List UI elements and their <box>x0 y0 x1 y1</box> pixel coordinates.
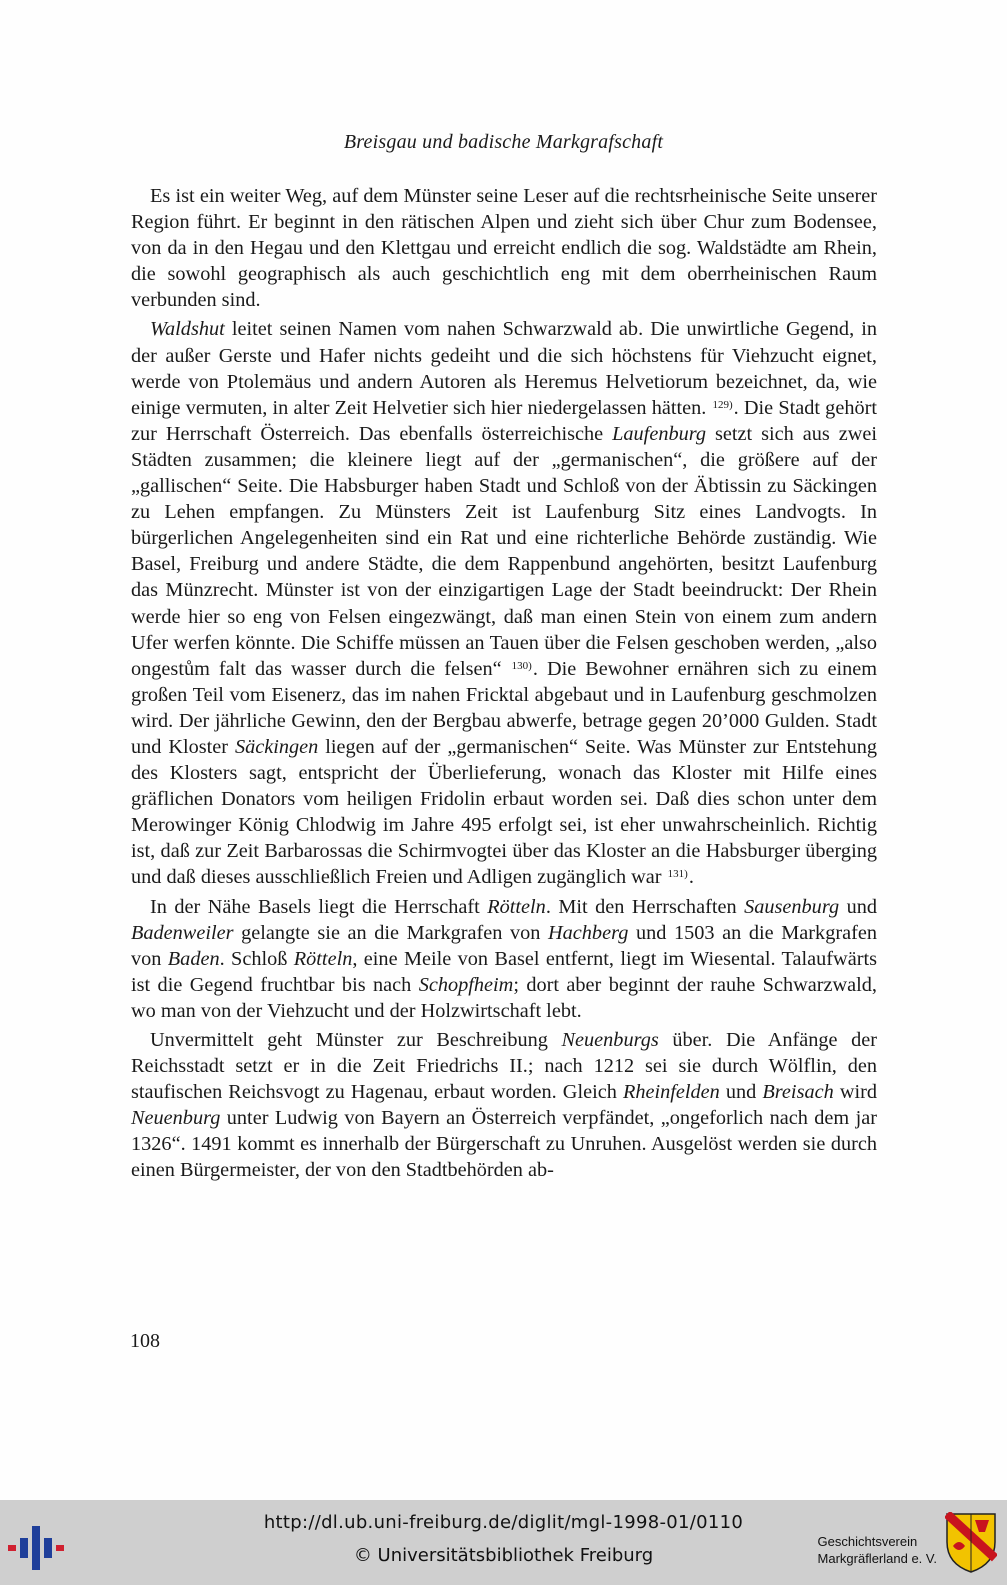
footnote-ref-131[interactable]: 131) <box>667 868 688 881</box>
publisher-name: Geschichtsverein Markgräflerland e. V. <box>817 1534 937 1566</box>
copyright-notice: © Universitätsbibliothek Freiburg <box>353 1545 654 1566</box>
paragraph-2: Waldshut leitet seinen Namen vom nahen Schwarzwald ab. Die unwirtliche Gegend, in der außer Gerste und Hafer nichts gedeiht und die sich höchstens für Viehzucht eignet, werde von Ptolemäus und andern Autoren als Heremus Helvetiorum bezeichnet, da, wie einige vermuten, in alter Zeit Helvetier sich hier niedergelassen hätten. $^{129)}$. Die Stadt gehört zur Herrschaft Österreich. Das ebenfalls österreichische Laufenburg setzt sich aus zwei Städten zusammen; die kleinere liegt auf der „germanischen“, die größere auf der „gallischen“ Seite. Die Habsburger haben Stadt und Schloß von der Äbtissin zu Säckingen zu Lehen empfangen. Zu Münsters Zeit ist Laufenburg Sitz eines Landvogts. In bürgerlichen Angelegenheiten sind ein Rat und eine richterliche Behörde zuständig. Wie Basel, Freiburg und andere Städte, die dem Rappenbund angehörten, besitzt Laufenburg das Münzrecht. Münster ist von der einzigartigen Lage der Stadt beeindruckt: Der Rhein werde hier so eng von Felsen eingezwängt, daß man einen Stein von einem zum andern Ufer werfen könnte. Die Schiffe müssen an Tauen über die Felsen geschoben werden, „also ongestům falt das wasser durch die felsen“ $^{130)}$. Die Bewohner ernähren sich zu einem großen Teil vom Eisenerz, das im nahen Fricktal abgebaut und in Laufenburg geschmolzen wird. Der jährliche Gewinn, den der Bergbau abwerfe, betrage gegen 20’000 Gulden. Stadt und Kloster Säckingen liegen auf der „germanischen“ Seite. Was Münster zur Entstehung des Klosters sagt, entspricht der Überlieferung, wonach das Kloster mit Hilfe eines gräflichen Donators vom heiligen Fridolin erbaut worden sei. Daß dies schon unter dem Merowinger König Chlodwig im Jahre 495 erfolgt sei, ist eher unwahrscheinlich. Richtig ist, daß zur Zeit Barbarossas die Schirmvogtei über das Kloster an die Habsburger überging und daß dieses ausschließlich Freien und Adligen zugänglich war $^{131)}$. <box>131 318 878 889</box>
place-name: Neuenburgs <box>561 1029 659 1051</box>
place-name: Baden <box>167 947 220 970</box>
place-name: Rötteln <box>487 895 546 918</box>
place-name: Rheinfelden <box>622 1081 720 1104</box>
running-head: Breisgau und badische Markgrafschaft <box>343 131 664 153</box>
page-number: 108 <box>130 1330 160 1352</box>
footnote-ref-129[interactable]: 129) <box>712 398 733 411</box>
coat-of-arms-icon <box>945 1512 997 1574</box>
paragraph-1: Es ist ein weiter Weg, auf dem Münster seine Leser auf die rechtsrheinische Seite unserer Region führt. Er beginnt in den rätischen Alpen und zieht sich über Chur zum Bodensee, von da in den Hegau und den Klettgau und erreicht endlich die sog. Waldstädte am Rhein, die sowohl geographisch als auch geschichtlich eng mit dem oberrheinischen Raum verbunden sind. <box>131 185 877 312</box>
paragraph-4: Unvermittelt geht Münster zur Beschreibung Neuenburgs über. Die Anfänge der Reichsstadt setzt er in die Zeit Friedrichs II.; nach 1212 sei sie durch Wölflin, den staufischen Reichsvogt zu Hagenau, erbaut worden. Gleich Rheinfelden und Breisach wird Neuenburg unter Ludwig von Bayern an Österreich verpfändet, „ongeforlich nach dem jar 1326“. 1491 kommt es innerhalb der Bürgerschaft zu Unruhen. Ausgelöst werden sie durch einen Bürgermeister, der von den Stadtbehörden ab- <box>131 1029 878 1182</box>
place-name: Badenweiler <box>131 921 234 944</box>
place-name: Säckingen <box>234 735 319 758</box>
place-name: Rötteln <box>293 947 353 970</box>
body-text <box>131 183 877 1187</box>
paragraph-3: In der Nähe Basels liegt die Herrschaft Rötteln. Mit den Herrschaften Sausenburg und Badenweiler gelangte sie an die Markgrafen von Hachberg und 1503 an die Markgrafen von Baden. Schloß Rötteln, eine Meile von Basel entfernt, liegt im Wiesental. Talaufwärts ist die Gegend fruchtbar bis nach Schopfheim; dort aber beginnt der rauhe Schwarzwald, wo man von der Viehzucht und der Holzwirtschaft lebt. <box>131 895 877 1022</box>
place-name: Hachberg <box>548 921 629 944</box>
place-name: Laufenburg <box>612 422 707 445</box>
place-name: Sausenburg <box>744 895 840 918</box>
place-name: Neuenburg <box>131 1107 221 1130</box>
viewer-footer <box>0 1500 1007 1585</box>
place-name: Breisach <box>762 1081 834 1104</box>
footnote-ref-130[interactable]: 130) <box>511 659 532 672</box>
place-name: Schopfheim <box>418 973 514 996</box>
document-url-link[interactable]: http://dl.ub.uni-freiburg.de/diglit/mgl-1998-01/0110 <box>263 1512 744 1533</box>
place-name: Waldshut <box>150 318 225 341</box>
